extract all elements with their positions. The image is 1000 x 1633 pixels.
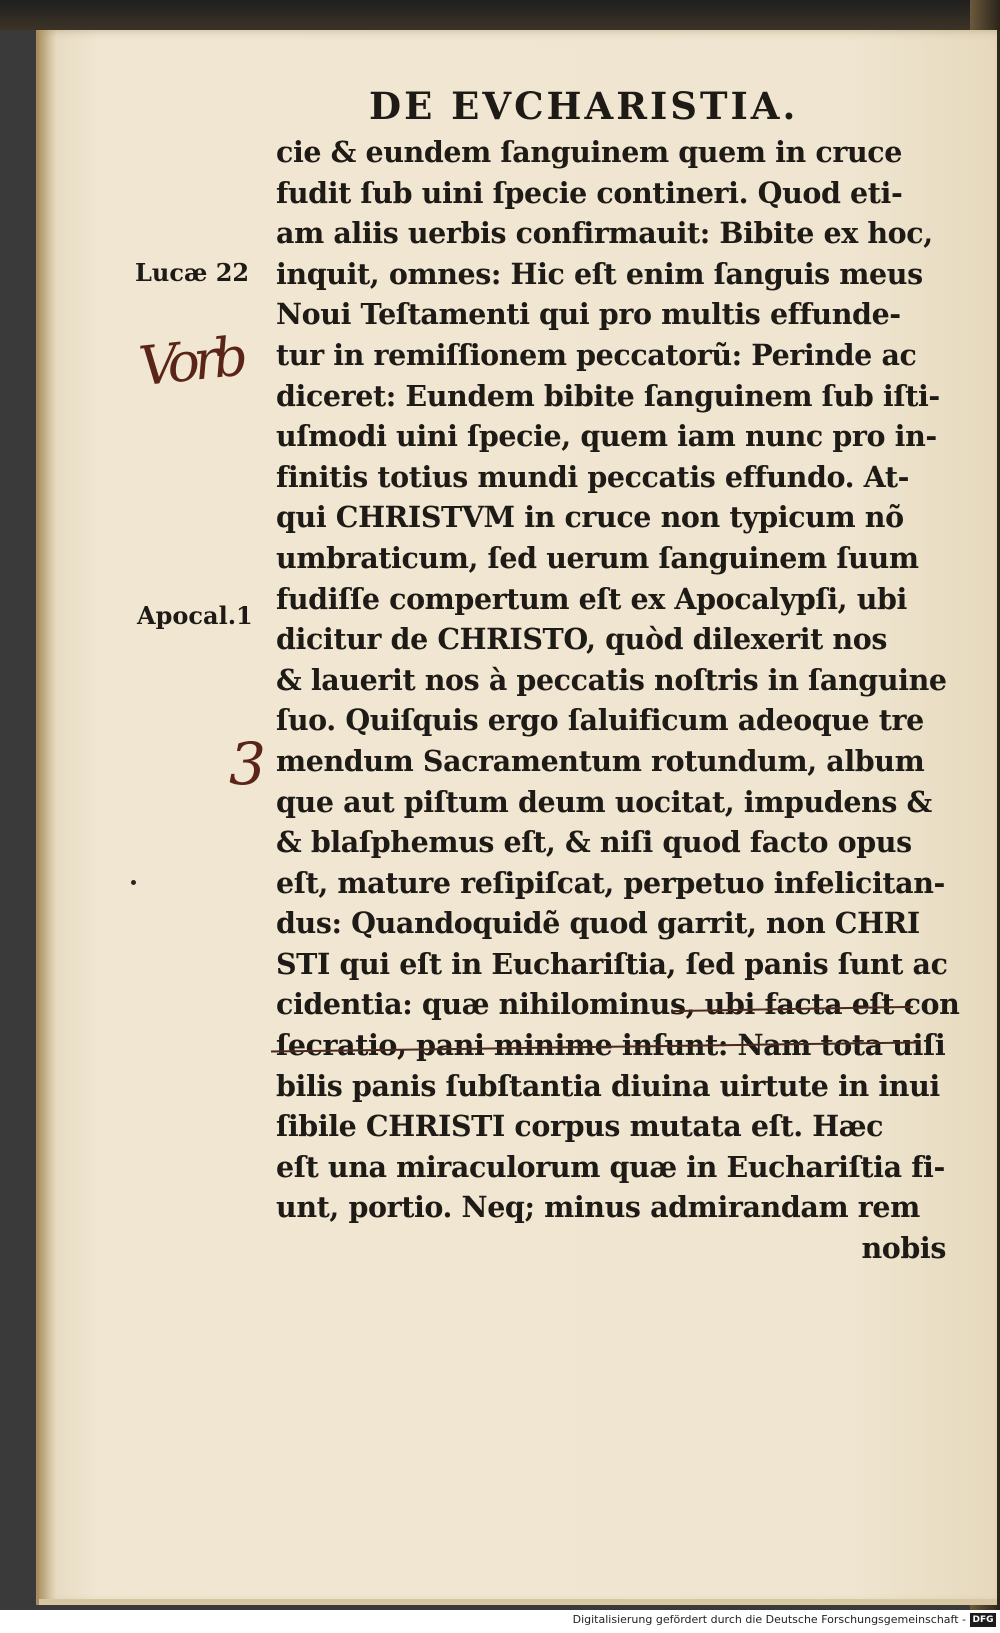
text-line: qui CHRISTVM in cruce non typicum nõ [276, 500, 904, 535]
text-line: ſibile CHRISTI corpus mutata eſt. Hæc [276, 1109, 884, 1144]
text-line: inquit, omnes: Hic eſt enim ſanguis meus [276, 256, 923, 291]
text-line: & lauerit nos à peccatis noſtris in ſanguine [276, 662, 947, 697]
marginal-note-luke: Lucæ 22 [135, 258, 250, 287]
text-line: fudit ſub uini ſpecie contineri. Quod eti- [276, 175, 903, 210]
text-line: cie & eundem ſanguinem quem in cruce [276, 135, 902, 169]
text-line: tur in remiſſionem peccatorũ: Perinde ac [276, 337, 917, 372]
ink-dot [131, 880, 136, 885]
text-line: dus: Quandoquidẽ quod garrit, non CHRI [276, 906, 920, 941]
text-line: Noui Teſtamenti qui pro multis effunde- [276, 297, 901, 332]
handwritten-note-three: 3 [229, 730, 266, 798]
text-line: eſt, mature reſipiſcat, perpetuo infelicitan- [276, 865, 945, 900]
book-page [36, 30, 997, 1605]
text-line: uſmodi uini ſpecie, quem iam nunc pro in- [276, 419, 937, 454]
body-text [276, 132, 960, 1269]
text-line: fudiſſe compertum eſt ex Apocalypſi, ubi [276, 581, 907, 616]
text-line: que aut piſtum deum uocitat, impudens & [276, 784, 932, 819]
text-line: ſecratio, pani minime inſunt: Nam tota uiſi [276, 1028, 946, 1063]
text-line: diceret: Eundem bibite ſanguinem ſub iſti- [276, 378, 940, 413]
dfg-logo: DFG [970, 1613, 996, 1627]
book-edge-top [0, 0, 1000, 30]
text-line: finitis totius mundi peccatis effundo. At- [276, 459, 910, 494]
text-line: STI qui eſt in Euchariſtia, ſed panis ſunt ac [276, 946, 948, 981]
text-line: mendum Sacramentum rotundum, album [276, 743, 925, 778]
text-line: cidentia: quæ nihilominus, ubi facta eſt con [276, 987, 960, 1022]
text-line: dicitur de CHRISTO, quòd dilexerit nos [276, 622, 888, 657]
text-line: bilis panis ſubſtantia diuina uirtute in inui [276, 1068, 940, 1103]
handwritten-note-vorb: Vorb [135, 324, 245, 399]
text-line: eſt una miraculorum quæ in Euchariſtia fi- [276, 1149, 945, 1184]
text-line: ſuo. Quiſquis ergo ſaluificum adeoque tre [276, 703, 924, 738]
text-line: unt, portio. Neq; minus admirandam rem [276, 1190, 920, 1225]
footer-bar [0, 1610, 1000, 1633]
text-line: umbraticum, ſed uerum ſanguinem ſuum [276, 540, 919, 575]
catchword: nobis [861, 1231, 946, 1266]
text-line: & blaſphemus eſt, & niſi quod facto opus [276, 825, 912, 860]
funding-note: Digitalisierung gefördert durch die Deutsche Forschungsgemeinschaft - [572, 1613, 966, 1626]
running-head: DE EVCHARISTIA. [369, 84, 799, 128]
marginal-note-apocalypse: Apocal.1 [137, 601, 253, 630]
text-line: am aliis uerbis confirmauit: Bibite ex hoc, [276, 216, 933, 251]
